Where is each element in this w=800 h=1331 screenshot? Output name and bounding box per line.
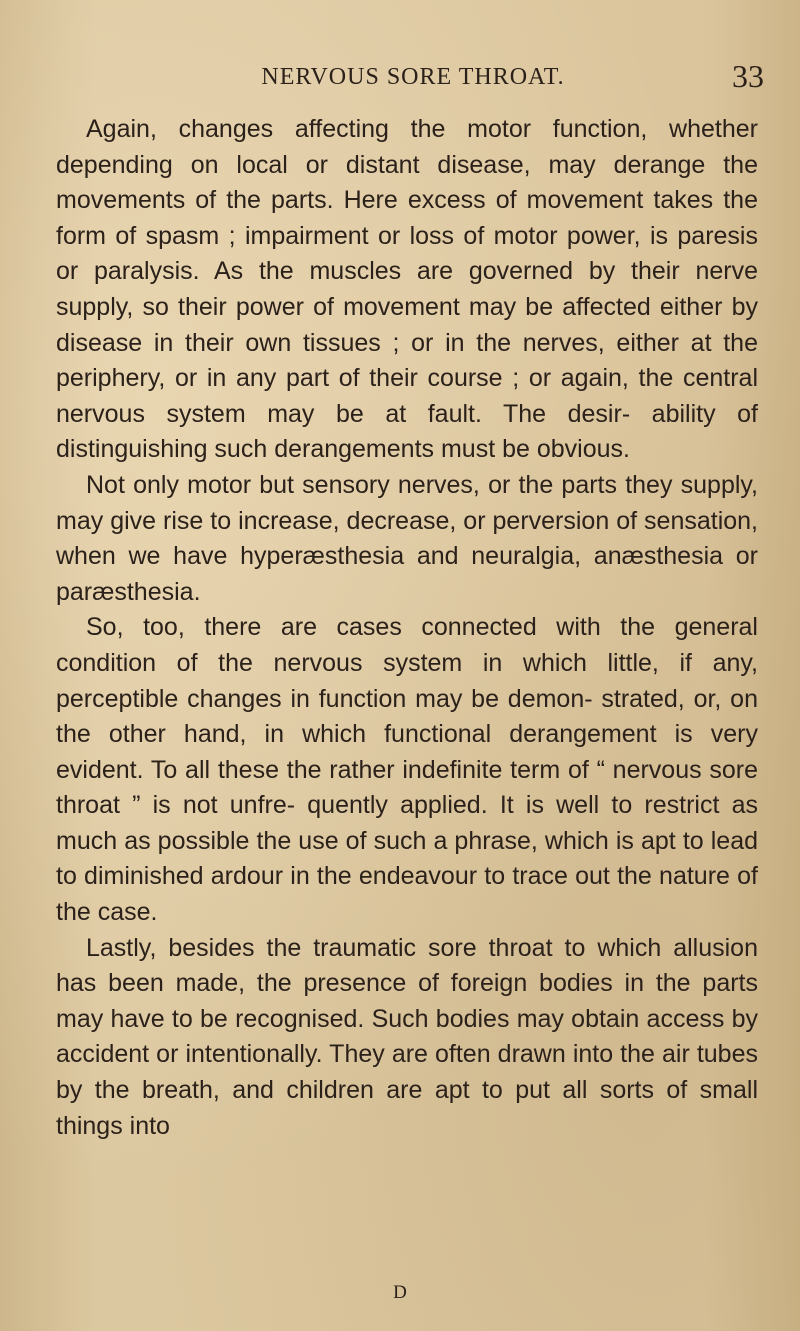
body-text: [56, 112, 758, 1144]
paragraph-motor-function: Again, changes affecting the motor function, whether depending on local or distant disease, may derange the movements of the parts. Here excess of movement takes the form of spasm ; impairment or loss of motor power, is paresis or paralysis. As the muscles are governed by their nerve supply, so their power of movement may be affected either by disease in their own tissues ; or in the nerves, either at the periphery, or in any part of their course ; or again, the central nervous system may be at fault. The desir- ability of distinguishing such derangements must be obvious.: [56, 115, 758, 464]
paragraph-foreign-bodies: Lastly, besides the traumatic sore throat to which allusion has been made, the presence of foreign bodies in the parts may have to be recognised. Such bodies may obtain access by accident or intentionally. They are often drawn into the air tubes by the breath, and children are apt to put all sorts of small things into: [56, 933, 758, 1140]
running-head: NERVOUS SORE THROAT.: [261, 64, 565, 90]
signature-mark: D: [393, 1282, 407, 1303]
page-number: 33: [732, 58, 764, 94]
paragraph-nervous-sore-throat: So, too, there are cases connected with the general condition of the nervous system in which little, if any, perceptible changes in function may be demon- strated, or, on the other hand, in which functional derangement is very evident. To all these the rather indefinite term of “ nervous sore throat ” is not unfre- quently applied. It is well to restrict as much as possible the use of such a phrase, which is apt to lead to diminished ardour in the endeavour to trace out the nature of the case.: [56, 613, 758, 927]
page-header: [56, 58, 770, 98]
paragraph-sensory-nerves: Not only motor but sensory nerves, or the parts they supply, may give rise to increase, decrease, or perversion of sensation, when we have hyperæsthesia and neuralgia, anæsthesia or paræsthesia.: [56, 470, 758, 606]
